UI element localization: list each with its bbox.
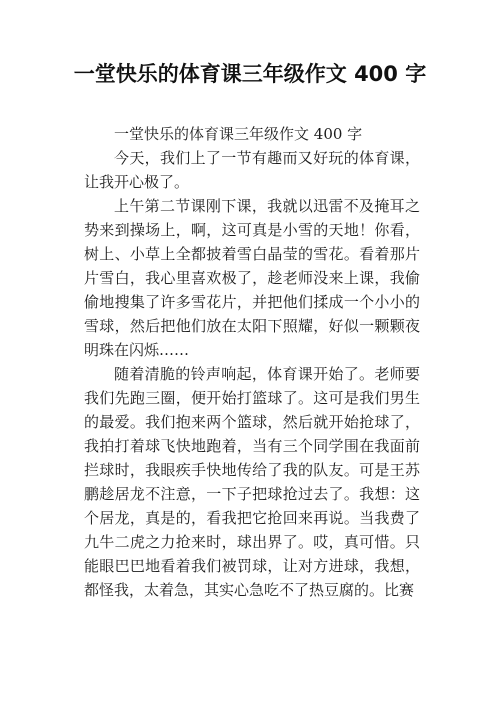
document-body [84, 122, 420, 602]
body-paragraph-heading: 一堂快乐的体育课三年级作文 400 字 [114, 125, 363, 143]
body-paragraph-intro: 今天，我们上了一节有趣而又好玩的体育课，让我开心极了。 [84, 149, 420, 191]
document-title: 一堂快乐的体育课三年级作文 400 字 [73, 62, 427, 86]
body-paragraph-snow: 上午第二节课刚下课，我就以迅雷不及掩耳之势来到操场上，啊，这可真是小雪的天地！你看，树上、小草上全都披着雪白晶莹的雪花。看着那片片雪白，我心里喜欢极了，趁老师没来上课，我偷偷地搜集了许多雪花片，并把他们揉成一个小小的雪球，然后把他们放在太阳下照耀，好似一颗颗夜明珠在闪烁…… [84, 197, 420, 359]
body-paragraph-basketball: 随着清脆的铃声响起，体育课开始了。老师要我们先跑三圈，便开始打篮球了。这可是我们男生的最爱。我们抱来两个篮球，然后就开始抢球了，我拍打着球飞快地跑着，当有三个同学围在我面前拦球时，我眼疾手快地传给了我的队友。可是王苏鹏趁居龙不注意，一下子把球抢过去了。我想：这个居龙，真是的，看我把它抢回来再说。当我费了九牛二虎之力抢来时，球出界了。哎，真可惜。只能眼巴巴地看着我们被罚球，让对方进球，我想，都怪我，太着急，其实心急吃不了热豆腐的。比赛 [84, 365, 420, 599]
